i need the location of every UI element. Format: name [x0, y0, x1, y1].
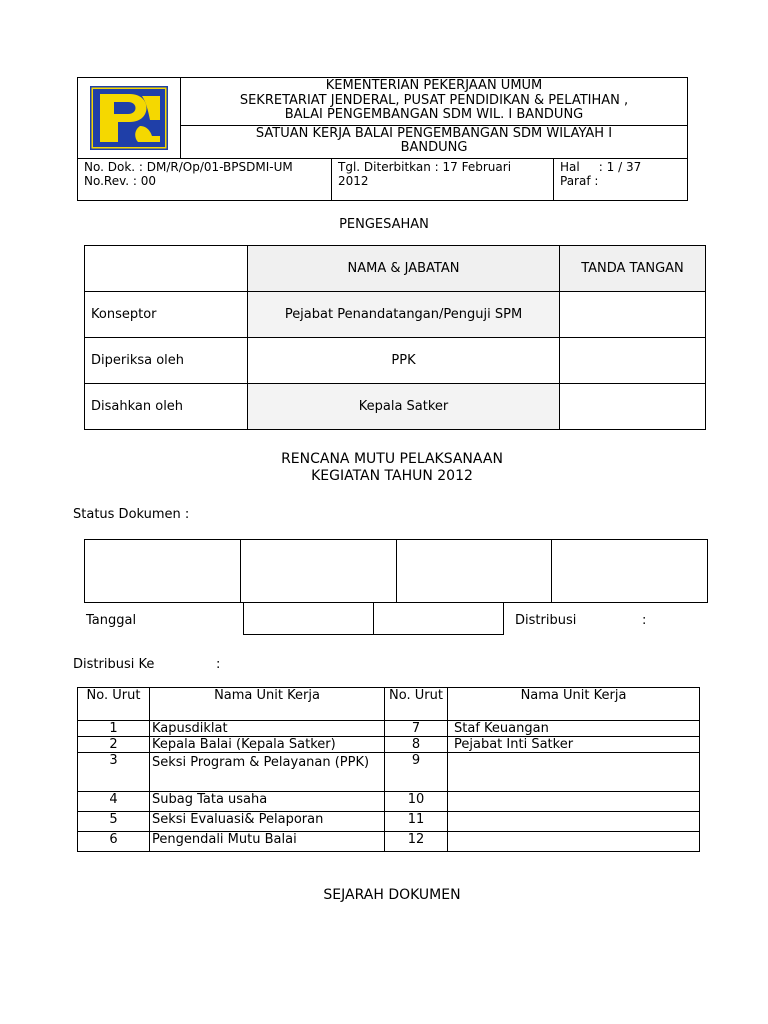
status-cell — [85, 540, 241, 603]
col-tanda-tangan: TANDA TANGAN — [560, 246, 706, 292]
paraf-label: Paraf : — [560, 174, 599, 188]
cell-no: 4 — [78, 792, 150, 812]
issue-date-cell — [332, 159, 554, 200]
distribusi-label: Distribusi — [515, 613, 577, 628]
org-line-1: KEMENTERIAN PEKERJAAN UMUM — [325, 78, 543, 93]
cell-nama — [448, 812, 700, 832]
doc-number: No. Dok. : DM/R/Op/01-BPSDMI-UM — [84, 160, 293, 174]
cell-no: 12 — [385, 832, 448, 852]
plan-title — [0, 451, 768, 485]
status-cell — [396, 540, 552, 603]
signature-cell — [560, 384, 706, 430]
row-label: Diperiksa oleh — [85, 338, 248, 384]
table-row — [85, 384, 706, 430]
signature-cell — [560, 292, 706, 338]
pu-logo-icon — [90, 86, 168, 150]
distribusi-ke-label: Distribusi Ke — [73, 657, 155, 672]
cell-no: 6 — [78, 832, 150, 852]
document-meta-row — [78, 158, 687, 200]
cell-nama: Seksi Program & Pelayanan (PPK) — [150, 753, 385, 792]
row-label: Konseptor — [85, 292, 248, 338]
cell-nama — [448, 753, 700, 792]
revision-number: No.Rev. : 00 — [84, 174, 157, 188]
plan-title-line-2: KEGIATAN TAHUN 2012 — [311, 468, 473, 484]
row-nama: PPK — [248, 338, 560, 384]
col-nama-jabatan: NAMA & JABATAN — [248, 246, 560, 292]
issue-date-line-1: Tgl. Diterbitkan : 17 Februari — [338, 160, 512, 174]
cell-nama: Kepala Balai (Kepala Satker) — [150, 737, 385, 753]
pengesahan-title: PENGESAHAN — [339, 217, 429, 232]
status-cell — [552, 540, 708, 603]
signature-cell — [560, 338, 706, 384]
distribusi-colon: : — [642, 613, 647, 628]
cell-no: 2 — [78, 737, 150, 753]
cell-nama: Pengendali Mutu Balai — [150, 832, 385, 852]
table-row — [85, 338, 706, 384]
cell-nama: Pejabat Inti Satker — [448, 737, 700, 753]
satker-lines — [181, 126, 687, 158]
cell-no: 5 — [78, 812, 150, 832]
cell-no: 9 — [385, 753, 448, 792]
cell-no: 10 — [385, 792, 448, 812]
table-row — [78, 832, 700, 852]
distribusi-header-row — [78, 688, 700, 721]
sejarah-title: SEJARAH DOKUMEN — [323, 887, 461, 903]
row-nama: Pejabat Penandatangan/Penguji SPM — [248, 292, 560, 338]
row-nama: Kepala Satker — [248, 384, 560, 430]
doc-number-cell — [78, 159, 332, 200]
cell-nama — [448, 832, 700, 852]
table-row — [78, 753, 700, 792]
status-dokumen-label: Status Dokumen : — [73, 507, 190, 522]
cell-no: 7 — [385, 721, 448, 737]
table-row — [78, 812, 700, 832]
logo-cell — [78, 78, 181, 158]
issue-date-line-2: 2012 — [338, 174, 369, 188]
distribusi-table — [77, 687, 700, 852]
tanggal-cell — [374, 603, 504, 635]
cell-no: 3 — [78, 753, 150, 792]
satker-line-1: SATUAN KERJA BALAI PENGEMBANGAN SDM WILAYAH I — [255, 126, 613, 141]
cell-nama: Subag Tata usaha — [150, 792, 385, 812]
tanggal-boxes — [243, 602, 504, 635]
plan-title-line-1: RENCANA MUTU PELAKSANAAN — [281, 451, 503, 467]
document-header — [77, 77, 688, 201]
table-row — [78, 792, 700, 812]
table-row — [78, 737, 700, 753]
org-line-2: SEKRETARIAT JENDERAL, PUSAT PENDIDIKAN & PELATIHAN , — [239, 92, 629, 108]
empty-header-cell — [85, 246, 248, 292]
cell-nama — [448, 792, 700, 812]
status-dokumen-grid — [84, 539, 708, 603]
cell-nama: Staf Keuangan — [448, 721, 700, 737]
cell-nama: Seksi Evaluasi& Pelaporan — [150, 812, 385, 832]
cell-nama: Kapusdiklat — [150, 721, 385, 737]
status-cell — [240, 540, 396, 603]
cell-no: 8 — [385, 737, 448, 753]
cell-no: 1 — [78, 721, 150, 737]
row-label: Disahkan oleh — [85, 384, 248, 430]
distribusi-ke-colon: : — [216, 657, 221, 672]
cell-no: 11 — [385, 812, 448, 832]
page-cell — [554, 159, 687, 200]
satker-line-2: BANDUNG — [400, 140, 468, 155]
tanggal-cell — [244, 603, 374, 635]
tanggal-label: Tanggal — [86, 613, 137, 628]
header-no-urut: No. Urut — [78, 688, 150, 721]
page-number: Hal : 1 / 37 — [560, 160, 642, 174]
organization-lines — [181, 78, 687, 126]
header-nama-unit: Nama Unit Kerja — [150, 688, 385, 721]
header-nama-unit: Nama Unit Kerja — [448, 688, 700, 721]
org-line-3: BALAI PENGEMBANGAN SDM WIL. I BANDUNG — [284, 107, 584, 122]
table-row — [85, 292, 706, 338]
pengesahan-table — [84, 245, 706, 430]
header-no-urut: No. Urut — [385, 688, 448, 721]
table-row — [78, 721, 700, 737]
pengesahan-header-row — [85, 246, 706, 292]
